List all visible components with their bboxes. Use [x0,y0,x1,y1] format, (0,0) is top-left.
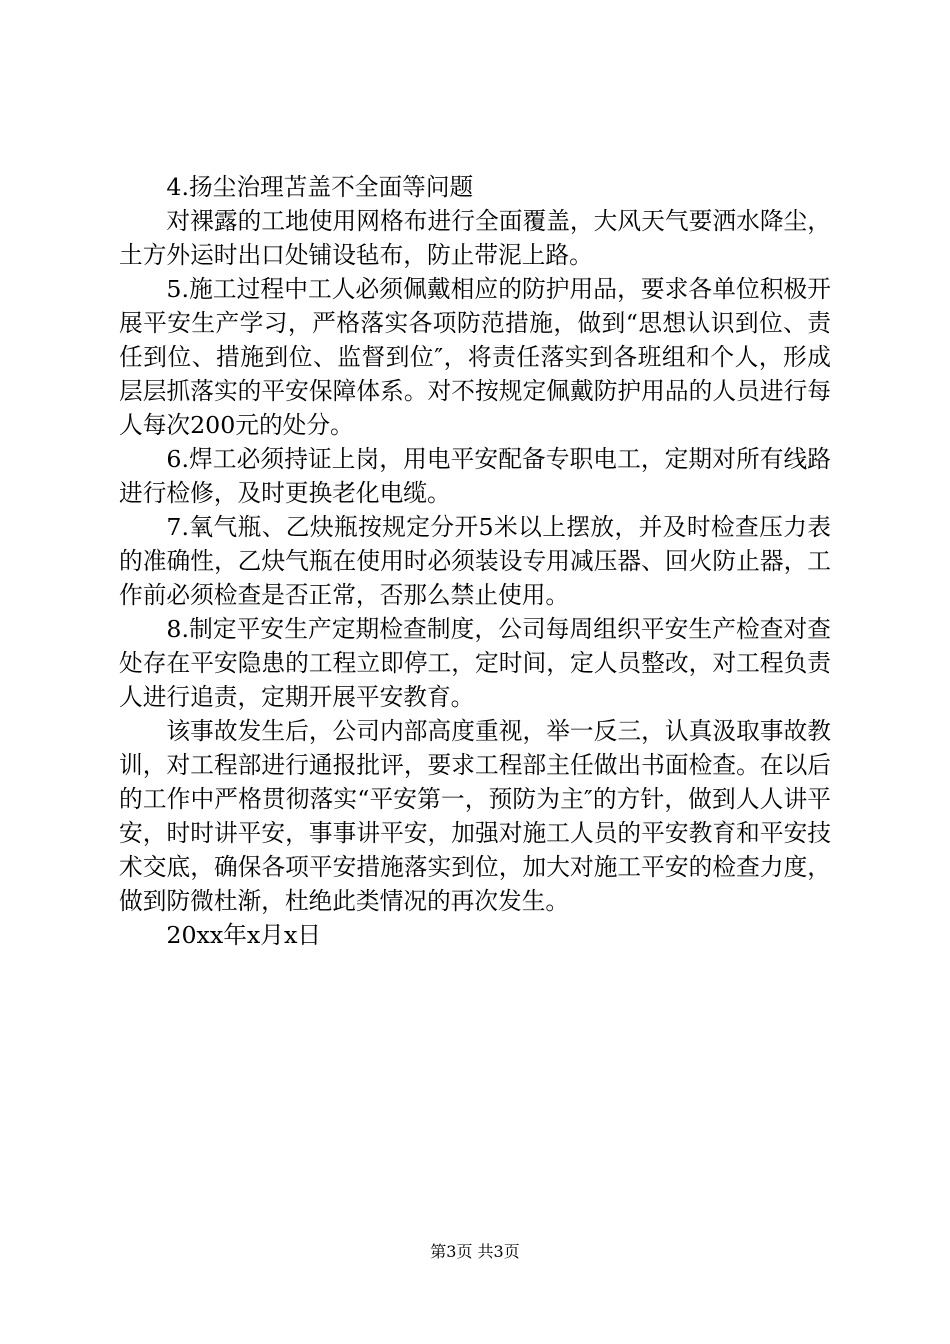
page-number-footer: 第3页 共3页 [430,1242,520,1261]
document-date: 20xx年x月x日 [166,921,322,949]
paragraph-dust-control-heading: 4.扬尘治理苫盖不全面等问题 [166,173,474,201]
document-body [119,170,831,952]
paragraph-gas-cylinders: 7.氧气瓶、乙炔瓶按规定分开5米以上摆放，并及时检查压力表的准确性，乙炔气瓶在使用时必须装设专用减压器、回火防止器，工作前必须检查是否正常，否那么禁止使用。 [119,513,831,609]
paragraph-welder-electrician: 6.焊工必须持证上岗，用电平安配备专职电工，定期对所有线路进行检修，及时更换老化电缆。 [119,445,831,507]
paragraph-inspection-system: 8.制定平安生产定期检查制度，公司每周组织平安生产检查对查处存在平安隐患的工程立即停工，定时间，定人员整改，对工程负责人进行追责，定期开展平安教育。 [119,615,831,711]
paragraph-protective-equipment: 5.施工过程中工人必须佩戴相应的防护用品，要求各单位积极开展平安生产学习，严格落实各项防范措施，做到“思想认识到位、责任到位、措施到位、监督到位″，将责任落实到各班组和个人，形成层层抓落实的平安保障体系。对不按规定佩戴防护用品的人员进行每人每次200元的处分。 [119,275,831,439]
paragraph-accident-response: 该事故发生后，公司内部高度重视，举一反三，认真汲取事故教训，对工程部进行通报批评，要求工程部主任做出书面检查。在以后的工作中严格贯彻落实“平安第一，预防为主″的方针，做到人人讲平安，时时讲平安，事事讲平安，加强对施工人员的平安教育和平安技术交底，确保各项平安措施落实到位，加大对施工平安的检查力度，做到防微杜渐，杜绝此类情况的再次发生。 [119,717,831,915]
paragraph-dust-control-measures: 对裸露的工地使用网格布进行全面覆盖，大风天气要洒水降尘，土方外运时出口处铺设毡布，防止带泥上路。 [119,207,831,269]
